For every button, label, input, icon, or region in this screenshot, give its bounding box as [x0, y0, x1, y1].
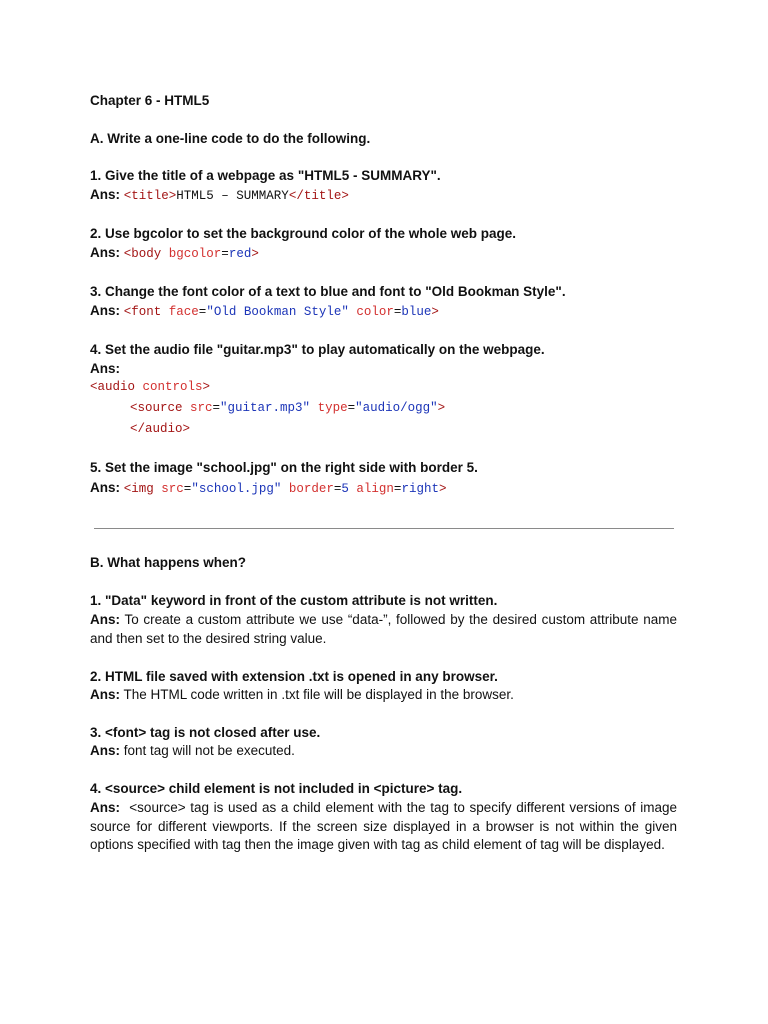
a-q4-code-line1	[90, 378, 210, 396]
code-tag: </audio>	[130, 422, 191, 436]
code-text: HTML5 – SUMMARY	[176, 189, 289, 203]
code-close-tag: </title>	[288, 189, 349, 203]
code-value-face: "Old Bookman Style"	[206, 305, 349, 319]
a-q3-answer	[90, 302, 439, 321]
b-q2-answer	[90, 686, 677, 705]
code-eq: =	[333, 482, 342, 496]
section-divider	[94, 528, 674, 529]
code-attr-src: src	[161, 482, 184, 496]
ans-label: Ans:	[90, 303, 120, 318]
code-eq: =	[393, 305, 402, 319]
code-value: red	[228, 247, 252, 261]
code-attr: bgcolor	[168, 247, 222, 261]
code-tag: <body	[123, 247, 169, 261]
code-value-src: "guitar.mp3"	[220, 401, 311, 415]
a-q4-code-line3	[130, 420, 190, 438]
section-b-heading: B. What happens when?	[90, 555, 247, 570]
code-eq: =	[183, 482, 192, 496]
a-q4-question: 4. Set the audio file "guitar.mp3" to play automatically on the webpage.	[90, 342, 545, 357]
code-eq: =	[212, 401, 221, 415]
a-q2-answer	[90, 244, 259, 263]
ans-label: Ans:	[90, 361, 120, 376]
ans-label: Ans:	[90, 687, 120, 702]
code-end: >	[438, 482, 447, 496]
ans-label: Ans:	[90, 187, 120, 202]
code-eq: =	[393, 482, 402, 496]
code-value-color: blue	[401, 305, 432, 319]
b-q3-question: 3. <font> tag is not closed after use.	[90, 725, 321, 740]
code-attr-color: color	[356, 305, 394, 319]
a-q3-question: 3. Change the font color of a text to blue and font to "Old Bookman Style".	[90, 284, 566, 299]
a-q5-question: 5. Set the image "school.jpg" on the right side with border 5.	[90, 460, 478, 475]
code-tag: <img	[123, 482, 162, 496]
code-attr-border: border	[288, 482, 334, 496]
code-attr-align: align	[356, 482, 394, 496]
code-attr-face: face	[168, 305, 199, 319]
b-q4-answer	[90, 799, 681, 855]
a-q1-question: 1. Give the title of a webpage as "HTML5 - SUMMARY".	[90, 168, 441, 183]
code-attr-src: src	[190, 401, 213, 415]
section-a-heading: A. Write a one-line code to do the following.	[90, 131, 371, 146]
code-end: >	[251, 247, 259, 261]
b-q2-question: 2. HTML file saved with extension .txt is opened in any browser.	[90, 669, 498, 684]
a-q5-answer	[90, 479, 446, 498]
code-value-align: right	[401, 482, 439, 496]
a-q1-answer	[90, 186, 349, 205]
ans-label: Ans:	[90, 800, 120, 815]
code-value-src: "school.jpg"	[191, 482, 282, 496]
answer-text: The HTML code written in .txt file will be displayed in the browser.	[120, 687, 514, 702]
ans-label: Ans:	[90, 612, 120, 627]
ans-label: Ans:	[90, 743, 120, 758]
code-end: >	[431, 305, 439, 319]
ans-label: Ans:	[90, 480, 120, 495]
code-tag: <source	[130, 401, 191, 415]
code-attr-type: type	[317, 401, 348, 415]
b-q1-answer	[90, 611, 677, 648]
code-value-type: "audio/ogg"	[355, 401, 438, 415]
code-end: >	[437, 401, 446, 415]
code-tag: <font	[123, 305, 169, 319]
chapter-title: Chapter 6 - HTML5	[90, 93, 210, 108]
a-q4-code-line2	[130, 399, 445, 417]
b-q1-question: 1. "Data" keyword in front of the custom attribute is not written.	[90, 593, 498, 608]
code-eq: =	[347, 401, 356, 415]
answer-text: <source> tag is used as a child element with the tag to specify different versions of image source for different viewports. If the screen size displayed in a browser is not within the given options specified with tag then the image given with tag as child element of tag will be displayed.	[90, 800, 681, 852]
code-tag: <audio	[90, 380, 143, 394]
code-end: >	[202, 380, 211, 394]
code-open-tag: <title>	[123, 189, 177, 203]
b-q3-answer	[90, 742, 677, 761]
a-q2-question: 2. Use bgcolor to set the background color of the whole web page.	[90, 226, 517, 241]
b-q4-question: 4. <source> child element is not included in <picture> tag.	[90, 781, 463, 796]
code-value-border: 5	[341, 482, 349, 496]
code-eq: =	[198, 305, 207, 319]
answer-text: font tag will not be executed.	[120, 743, 295, 758]
answer-text: To create a custom attribute we use “data-”, followed by the desired custom attribute name and then set to the desired string value.	[90, 612, 677, 646]
code-eq: =	[221, 247, 229, 261]
code-attr: controls	[142, 380, 203, 394]
ans-label: Ans:	[90, 245, 120, 260]
